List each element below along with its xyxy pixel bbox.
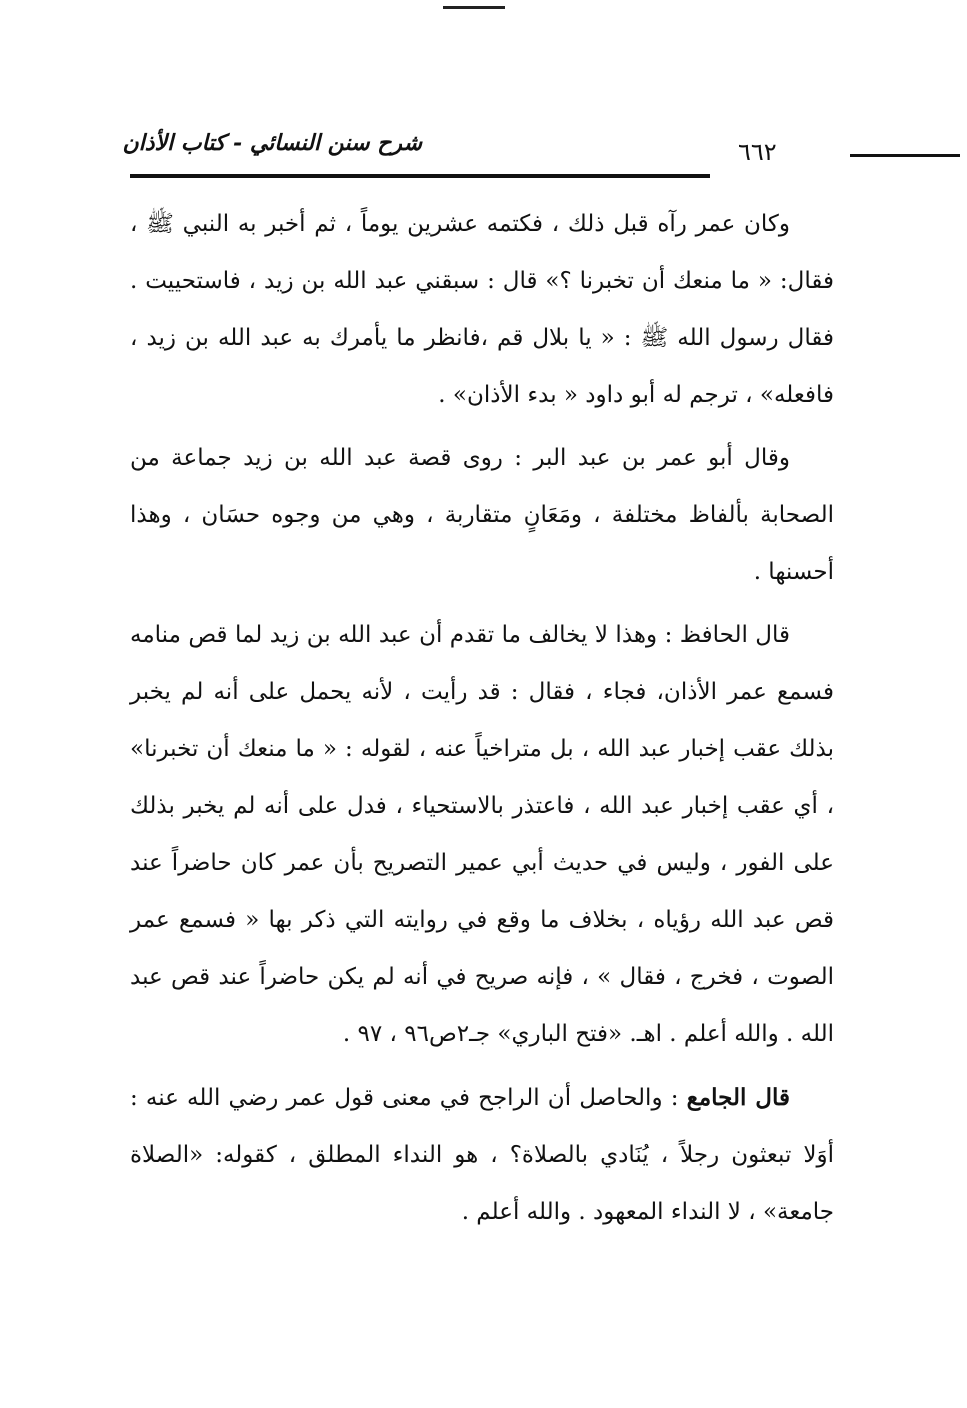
paragraph-4 [130, 1069, 834, 1241]
running-title: شرح سنن النسائي - كتاب الأذان [122, 130, 422, 156]
paragraph-3-text: قال الحافظ : وهذا لا يخالف ما تقدم أن عبد الله بن زيد لما قص منامه فسمع عمر الأذان، فجاء ، فقال : قد رأيت ، لأنه يحمل على أنه لم يخبر بذلك عقب إخبار عبد الله ، بل متراخياً عنه ، لقوله : « ما منعك أن تخبرنا» ، أي عقب إخبار عبد الله ، فاعتذر بالاستحياء ، فدل على أنه لم يخبر بذلك على الفور ، وليس في حديث أبي عمير التصريح بأن عمر كان حاضراً عند قص عبد الله رؤياه ، بخلاف ما وقع في روايته التي ذكر بها « فسمع عمر الصوت ، فخرج ، فقال » ، فإنه صريح في أنه لم يكن حاضراً عند قص عبد الله . والله أعلم . اهـ. «فتح الباري» جـ٢ص٩٦ ، ٩٧ . [130, 622, 834, 1047]
paragraph-2 [130, 430, 834, 601]
body-text [130, 196, 834, 1241]
page-number: ٦٦٢ [738, 138, 777, 166]
top-edge-mark [443, 6, 505, 9]
header-rule [130, 174, 710, 178]
paragraph-2-text: وقال أبو عمر بن عبد البر : روى قصة عبد الله بن زيد جماعة من الصحابة بألفاظ مختلفة ، ومَعَانٍ متقاربة ، وهي من وجوه حسَان ، وهذا أحسنها . [130, 445, 834, 585]
paragraph-1 [130, 196, 834, 424]
paragraph-3 [130, 607, 834, 1063]
paragraph-4-text: : والحاصل أن الراجح في معنى قول عمر رضي الله عنه : أوَلا تبعثون رجلاً ، يُنَادي بالصلاة؟ ، هو النداء المطلق ، كقوله: «الصلاة جامعة» ، لا النداء المعهود . والله أعلم . [130, 1085, 834, 1225]
paragraph-4-label: قال الجامع [686, 1084, 790, 1111]
paragraph-1-text: وكان عمر رآه قبل ذلك ، فكتمه عشرين يوماً ، ثم أخبر به النبي ﷺ ، فقال: « ما منعك أن تخبرنا ؟» قال : سبقني عبد الله بن زيد ، فاستحييت . فقال رسول الله ﷺ : « يا بلال قم ،فانظر ما يأمرك به عبد الله بن زيد ، فافعله» ، ترجم له أبو داود « بدء الأذان» . [130, 211, 834, 408]
page-number-dash [850, 154, 960, 157]
page-header [122, 128, 832, 172]
